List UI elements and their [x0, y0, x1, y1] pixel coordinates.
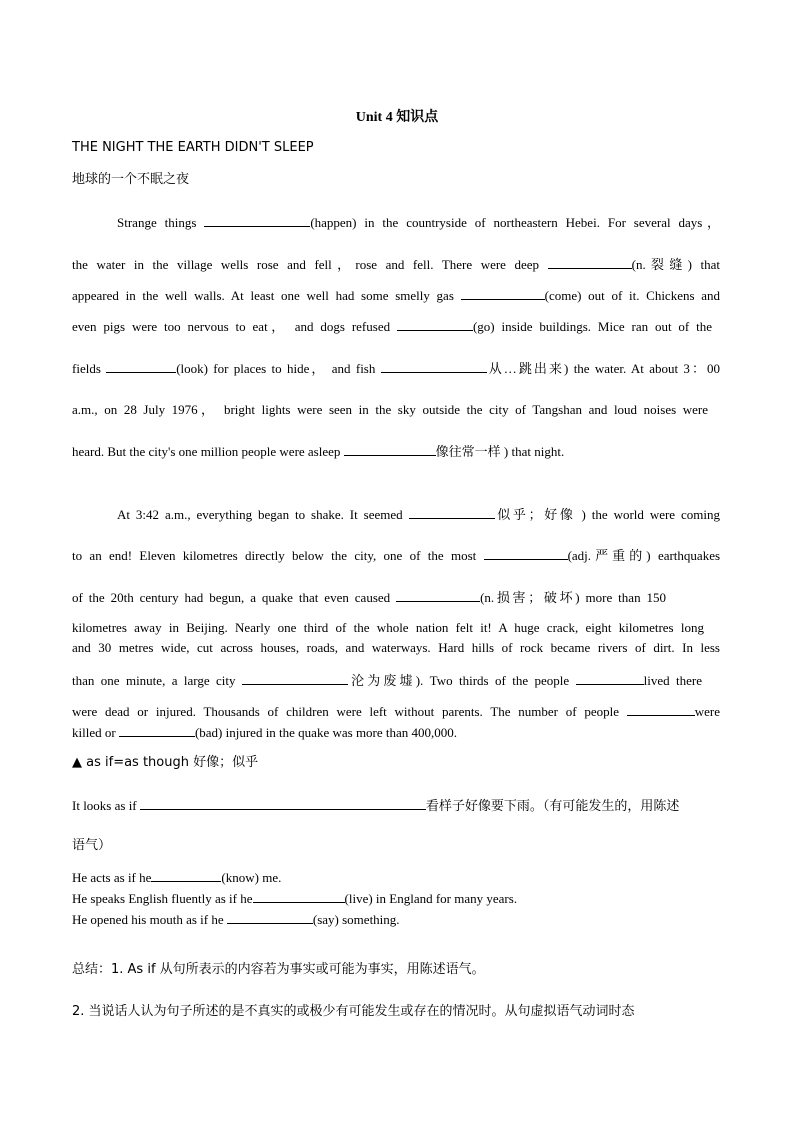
example-1: It looks as if 看样子好像要下雨。（有可能发生的，用陈述 — [72, 798, 680, 814]
page-title: Unit 4 知识点 — [355, 110, 439, 125]
example-4: He opened his mouth as if he (say) something. — [72, 912, 400, 927]
example-1-cont: 语气） — [72, 838, 112, 853]
p1-line-1: Strange things (happen) in the countryside of northeastern Hebei. For several days， — [117, 215, 720, 230]
blank-8[interactable] — [409, 506, 495, 519]
blank-16[interactable] — [151, 869, 221, 882]
p2-line-5: and 30 metres wide, cut across houses, roads, and waterways. Hard hills of rock became rivers of dirt. In less — [72, 640, 720, 655]
p2-line-2: to an end! Eleven kilometres directly below the city, one of the most (adj.严重的) earthquakes — [72, 548, 721, 563]
p1-line-3: appeared in the well walls. At least one well had some smelly gas (come) out of it. Chickens and — [72, 288, 721, 303]
example-2: He acts as if he (know) me. — [72, 870, 282, 885]
blank-9[interactable] — [484, 547, 568, 560]
p2-line-4: kilometres away in Beijing. Nearly one third of the whole nation felt it! A huge crack, eight kilometres long — [72, 620, 704, 635]
p1-line-6: a.m., on 28 July 1976， bright lights were seen in the sky outside the city of Tangshan and loud noises were — [72, 402, 708, 417]
blank-1[interactable] — [204, 214, 310, 227]
p1-line-5: fields (look) for places to hide， and fish 从…跳出来) the water. At about 3：00 — [72, 361, 721, 376]
blank-14[interactable] — [119, 724, 195, 737]
blank-7[interactable] — [344, 443, 436, 456]
summary-1: 总结：1. As if 从句所表示的内容若为事实或可能为事实，用陈述语气。 — [72, 962, 485, 977]
example-3: He speaks English fluently as if he (live) in England for many years. — [72, 891, 518, 906]
p2-line-1: At 3:42 a.m., everything began to shake. It seemed 似乎；好像 ) the world were coming — [117, 507, 720, 522]
blank-4[interactable] — [397, 318, 473, 331]
blank-13[interactable] — [627, 703, 695, 716]
blank-12[interactable] — [576, 672, 644, 685]
blank-2[interactable] — [548, 256, 632, 269]
blank-11[interactable] — [242, 672, 348, 685]
blank-10[interactable] — [396, 589, 480, 602]
p2-line-7: were dead or injured. Thousands of children were left without parents. The number of people were — [72, 704, 720, 719]
blank-15[interactable] — [140, 797, 426, 810]
p1-line-7: heard. But the city's one million people were asleep 像往常一样 ) that night. — [72, 444, 565, 459]
p2-line-6: than one minute, a large city 沦为废墟). Two thirds of the people lived there — [72, 673, 702, 688]
p1-line-4: even pigs were too nervous to eat， and dogs refused (go) inside buildings. Mice ran out of the — [72, 319, 713, 334]
blank-3[interactable] — [461, 287, 545, 300]
subtitle-english: THE NIGHT THE EARTH DIDN'T SLEEP — [72, 140, 314, 155]
blank-17[interactable] — [253, 890, 345, 903]
p2-line-3: of the 20th century had begun, a quake that even caused (n.损害；破坏) more than 150 — [72, 590, 666, 605]
blank-18[interactable] — [227, 911, 313, 924]
blank-6[interactable] — [381, 360, 487, 373]
p1-line-2: the water in the village wells rose and fell，rose and fell. There were deep (n.裂缝) that — [72, 257, 721, 272]
summary-2: 2. 当说话人认为句子所述的是不真实的或极少有可能发生或存在的情况时。从句虚拟语气动词时态 — [72, 1004, 635, 1019]
subtitle-chinese: 地球的一个不眠之夜 — [72, 172, 190, 187]
blank-5[interactable] — [106, 360, 176, 373]
p2-line-8: killed or (bad) injured in the quake was more than 400,000. — [72, 725, 458, 740]
note-heading: ▲ as if=as though 好像；似乎 — [72, 755, 259, 770]
